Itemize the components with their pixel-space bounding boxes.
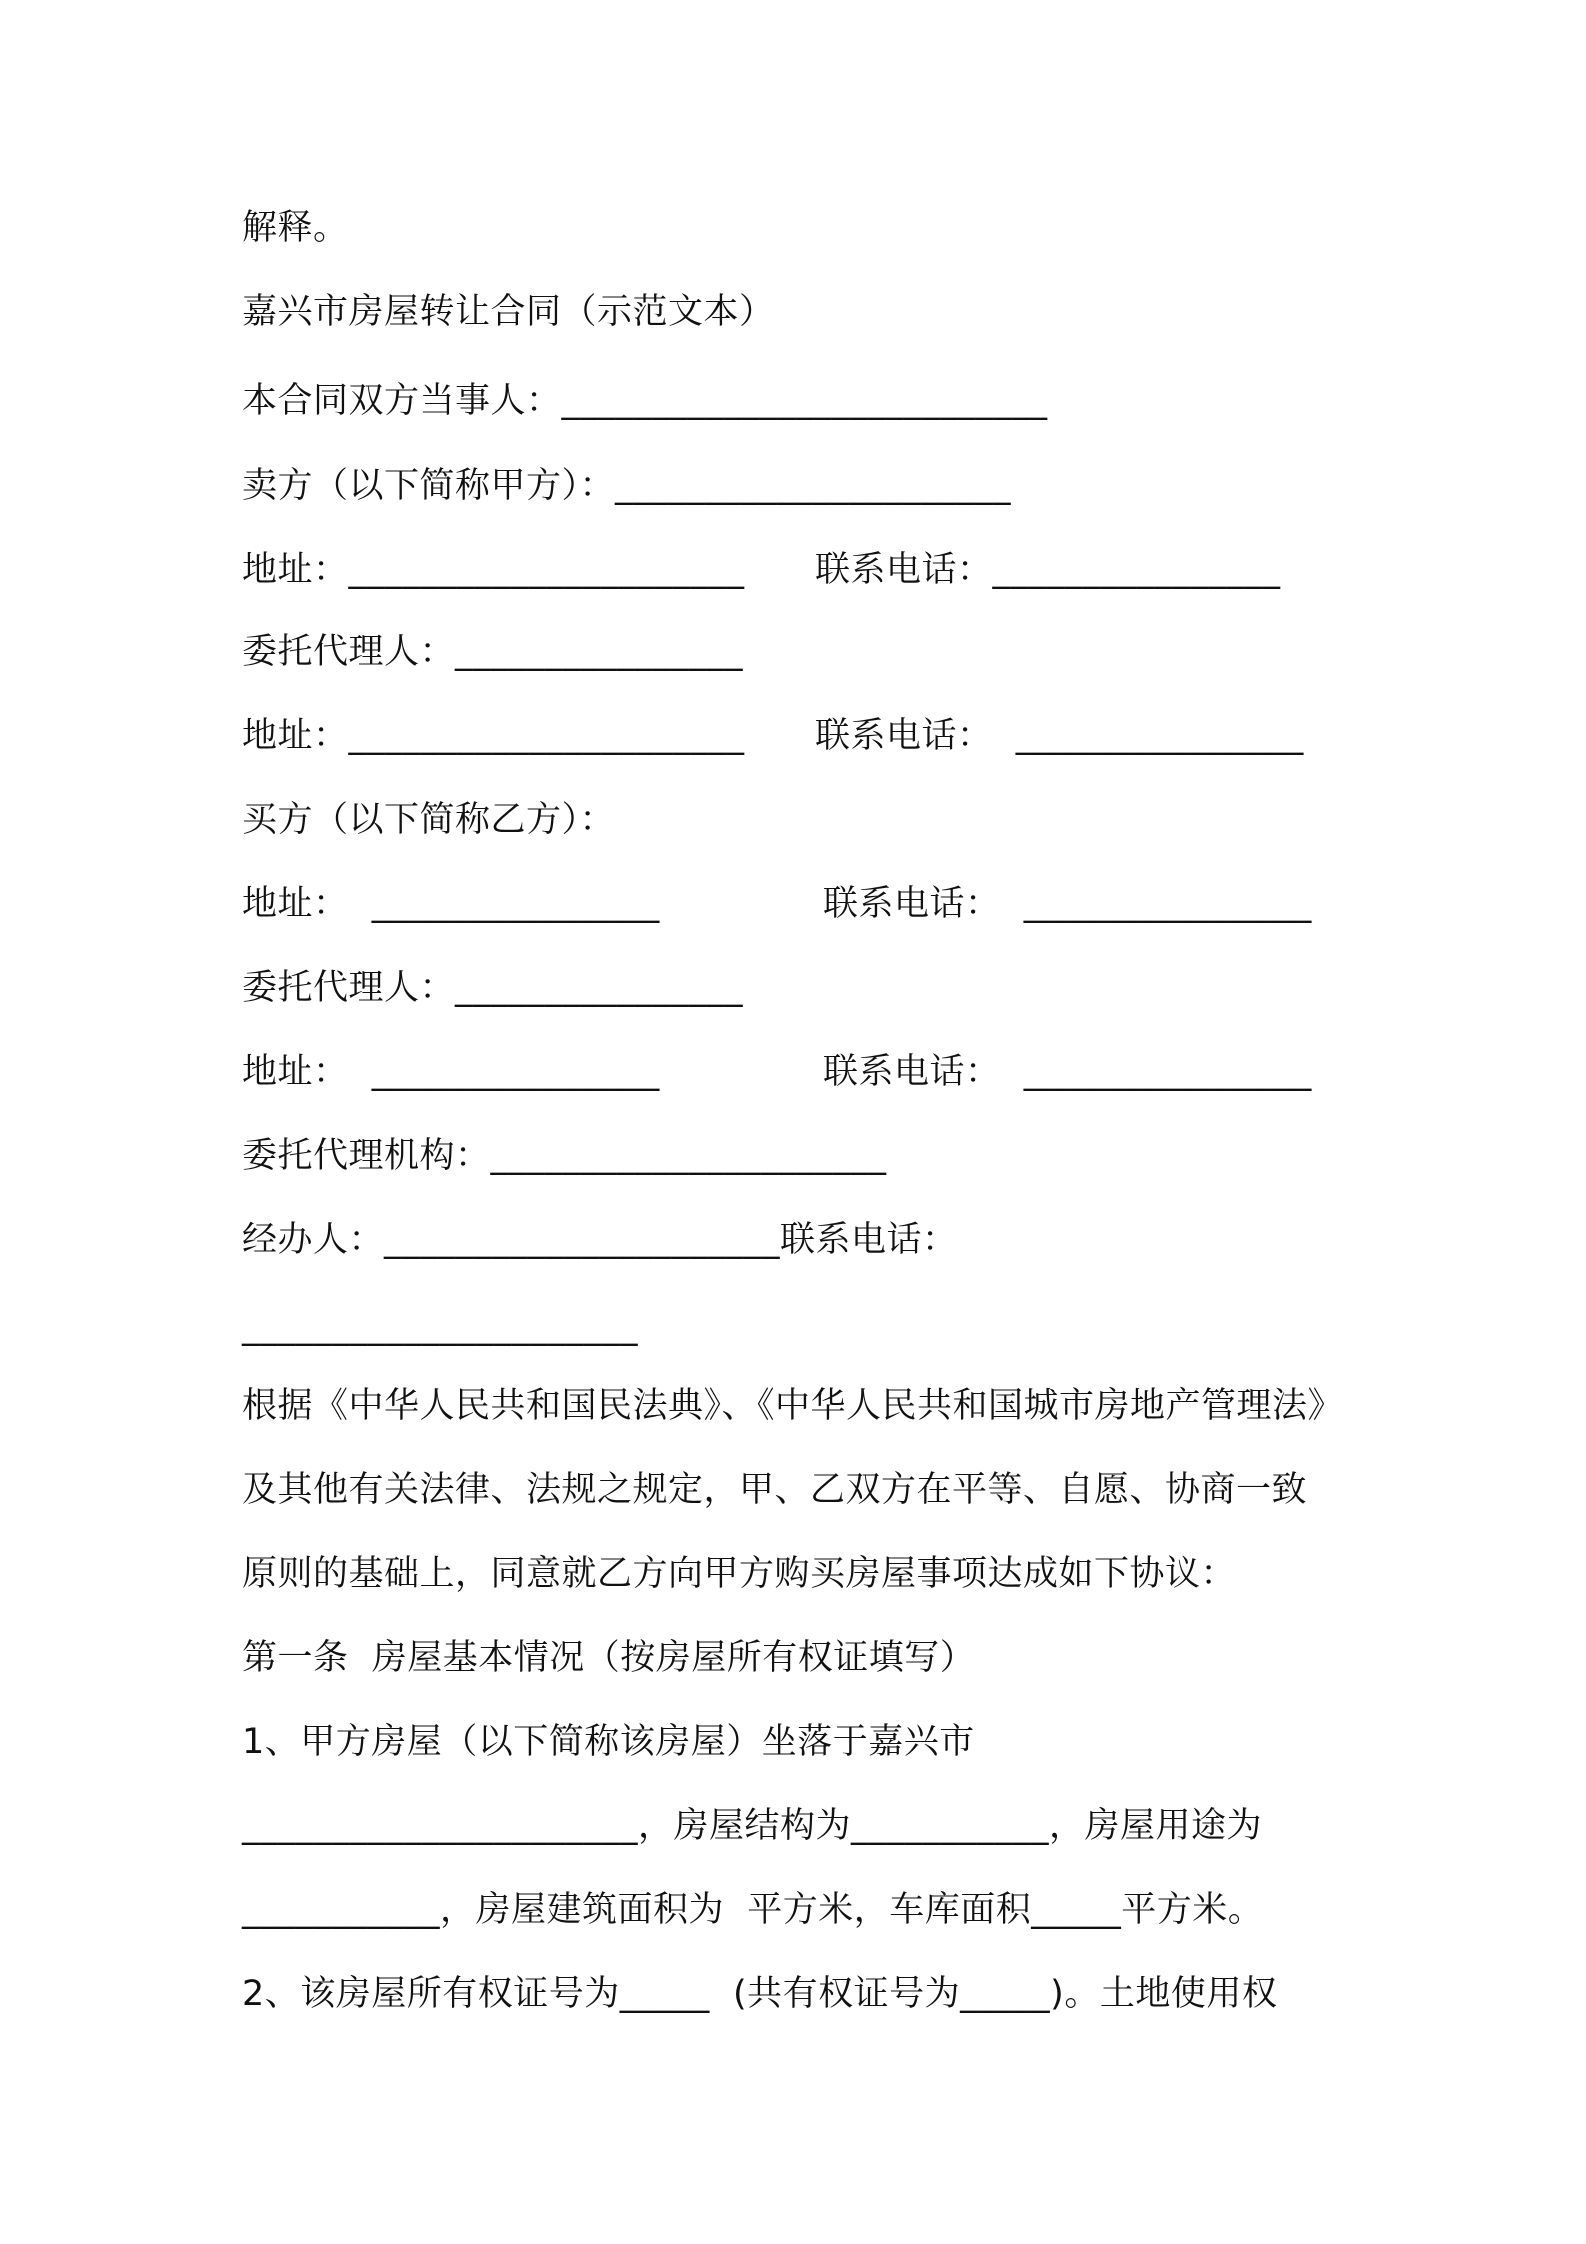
paragraph-line-2: 及其他有关法律、法规之规定，甲、乙双方在平等、自愿、协商一致 [242, 1470, 1308, 1510]
handler-phone-blank: ______________________ [242, 1307, 638, 1347]
contract-title: 嘉兴市房屋转让合同（示范文本） [242, 292, 775, 332]
seller-agent-phone: 联系电话： ________________ [815, 716, 1304, 756]
paragraph-line-1: 根据《中华人民共和国民法典》、《中华人民共和国城市房地产管理法》 [242, 1386, 1344, 1426]
buyer-agent: 委托代理人：________________ [242, 968, 744, 1008]
handler-line: 经办人：______________________联系电话： [242, 1220, 958, 1260]
agency-line: 委托代理机构：______________________ [242, 1136, 887, 1176]
article-one-title: 第一条 房屋基本情况（按房屋所有权证填写） [242, 1638, 976, 1678]
parties-line: 本合同双方当事人：___________________________ [242, 381, 1048, 421]
text-line-explanation: 解释。 [242, 208, 349, 248]
seller-address: 地址：______________________ [242, 550, 745, 590]
clause-2-line-1: 2、该房屋所有权证号为_____ (共有权证号为_____)。土地使用权 [242, 1974, 1278, 2014]
seller-phone: 联系电话：________________ [815, 550, 1281, 590]
buyer-line: 买方（以下简称乙方）： [242, 800, 616, 840]
clause-1-line-3: ___________，房屋建筑面积为 平方米，车库面积_____平方米。 [242, 1890, 1264, 1930]
buyer-phone: 联系电话： ________________ [823, 884, 1312, 924]
buyer-agent-address: 地址： ________________ [242, 1052, 660, 1092]
buyer-agent-phone: 联系电话： ________________ [823, 1052, 1312, 1092]
paragraph-line-3: 原则的基础上，同意就乙方向甲方购买房屋事项达成如下协议： [242, 1554, 1237, 1594]
seller-agent: 委托代理人：________________ [242, 632, 744, 672]
clause-1-line-1: 1、甲方房屋（以下简称该房屋）坐落于嘉兴市 [242, 1722, 975, 1762]
seller-line: 卖方（以下简称甲方）：______________________ [242, 466, 1012, 506]
clause-1-line-2: ______________________，房屋结构为___________，房屋用途为 [242, 1806, 1263, 1846]
buyer-address: 地址： ________________ [242, 884, 660, 924]
seller-agent-address: 地址：______________________ [242, 716, 745, 756]
